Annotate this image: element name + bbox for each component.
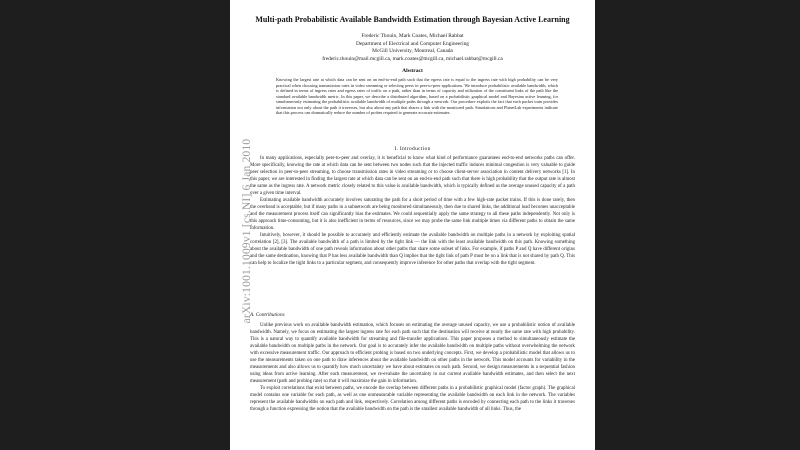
intro-paragraph-2: Estimating available bandwidth accurately involves saturating the path for a short period of time with a few high-rate packet trains. If this is done rarely, then the overhead is acceptable, but if many paths in a subnetwork are being monitored simultaneously, then due to shared links, the additional load becomes unacceptable and the measurement process itself can significantly bias the estimates. We could sequentially apply the same strategy to all these paths independently. Not only is this approach time-consuming, but it is also inefficient in terms of resources, since we may probe the same link multiple times via different paths to obtain the same information.: [250, 198, 575, 231]
abstract-text: Knowing the largest rate at which data can be sent on an end-to-end path such that the egress rate is equal to the ingress rate with high probability can be very practical when choosing transmission rates in video streaming or selecting peers in peer-to-peer applications. We introduce probabilistic available bandwidth, which is defined in terms of ingress rates and egress rates of traffic on a path, rather than in terms of capacity and utilization of the constituent links of the path like the standard available bandwidth metric. In this paper, we describe a distributed algorithm, based on a probabilistic graphical model and Bayesian active learning, for simultaneously estimating the probabilistic available bandwidth of multiple paths through a network. Our procedure exploits the fact that each packet train provides information not only about the path it traverses, but also about any path that shares a link with the monitored path. Simulations and PlanetLab experiments indicate that this process can dramatically reduce the number of probes required to generate accurate estimates.: [276, 77, 558, 115]
arxiv-identifier: arXiv:1001.1009v1 [cs.NI] 6 Jan 2010: [241, 138, 253, 324]
paper-page: [230, 0, 595, 450]
institution: McGill University, Montreal, Canada: [372, 48, 453, 55]
introduction-body: [250, 155, 575, 267]
contributions-body: [250, 322, 575, 413]
subsection-contributions-heading: A. Contributions: [250, 312, 285, 318]
intro-paragraph-3: Intuitively, however, it should be possible to accurately and efficiently estimate the available bandwidth on multiple paths in a network by exploiting spatial correlation [2], [3]. The available bandwidth of a path is limited by the tight link — the link with the least available bandwidth on this path. Knowing something about the available bandwidth of one path reveals information about other paths that share some subset of links. For example, if paths P and Q have different origins and the same destination, knowing that P has less available bandwidth than Q implies that the tight link of path P must be on a link that is not shared by path Q. This can help to localize the tight links to a particular segment, and consequently improve inference for other paths that overlap with the tight segment.: [250, 233, 575, 266]
authors: Frederic Thouin, Mark Coates, Michael Rabbat: [361, 33, 464, 39]
section-introduction-heading: I. Introduction: [394, 146, 431, 152]
author-block: [230, 33, 595, 63]
department: Department of Electrical and Computer Engineering: [355, 40, 469, 47]
intro-paragraph-1: In many applications, especially peer-to-peer and overlay, it is beneficial to know what kind of performance guarantees end-to-end networks paths can offer. More specifically, knowing the rate at which data can be sent between two nodes such that the injected traffic induces minimal congestion is very valuable to guide peer selection in peer-to-peer streaming, to choose transmission rates in video streaming or to choose client-server association in content delivery networks [1]. In this paper, we are interested in finding the largest rate at which data can be sent on an end-to-end path such that there is high probability that the output rate is almost the same as the ingress rate. A network metric closely related to this value is available bandwidth, which is typically defined as the average unused capacity of a path over a given time interval.: [250, 156, 575, 196]
emails: frederic.thouin@mail.mcgill.ca, mark.coates@mcgill.ca, michael.rabbat@mcgill.ca: [322, 55, 503, 62]
paper-title: Multi-path Probabilistic Available Bandwidth Estimation through Bayesian Active Learning: [255, 15, 570, 24]
contrib-paragraph-1: Unlike previous work on available bandwidth estimation, which focuses on estimating the average unused capacity, we use a probabilistic notion of available bandwidth. Namely, we focus on estimating the largest ingress rate for each path such that the destination will receive at nearly the same rate with high probability. This is a natural way to quantify available bandwidth for streaming and file-transfer applications. This paper proposes a method to simultaneously estimate the available bandwidth on multiple paths in the network. Our goal is to accurately infer the available bandwidth on multiple paths without overwhelming the network with excessive measurement traffic. Our approach to efficient probing is based on two underlying concepts. First, we develop a probabilistic model that allows us to use the measurements taken on one path to draw inferences about the available bandwidth on other paths in the network. This model accounts for variability in the measurements and also allows us to quantify how much uncertainty we have about estimates on each path. Second, we design measurements in a sequential fashion using ideas from active learning. After each measurement, we re-evaluate the uncertainty in our current available bandwidth estimates, and then select the next measurement (path and probing rate) so that it will maximize the gain in information.: [250, 323, 575, 384]
abstract-heading: Abstract: [402, 68, 423, 74]
contrib-paragraph-2: To exploit correlations that exist between paths, we encode the overlap between different paths in a probabilistic graphical model (factor graph). The graphical model contains one variable for each path, as well as one unmeasurable variable representing the available bandwidth on each link in the network. The variables represent the available bandwidths on each path and link, respectively. Correlation among different paths is encoded by connecting each path to the links it traverses through a function expressing the notion that the available bandwidth on the path is the smallest available bandwidth of all links. Thus, the: [250, 386, 575, 412]
